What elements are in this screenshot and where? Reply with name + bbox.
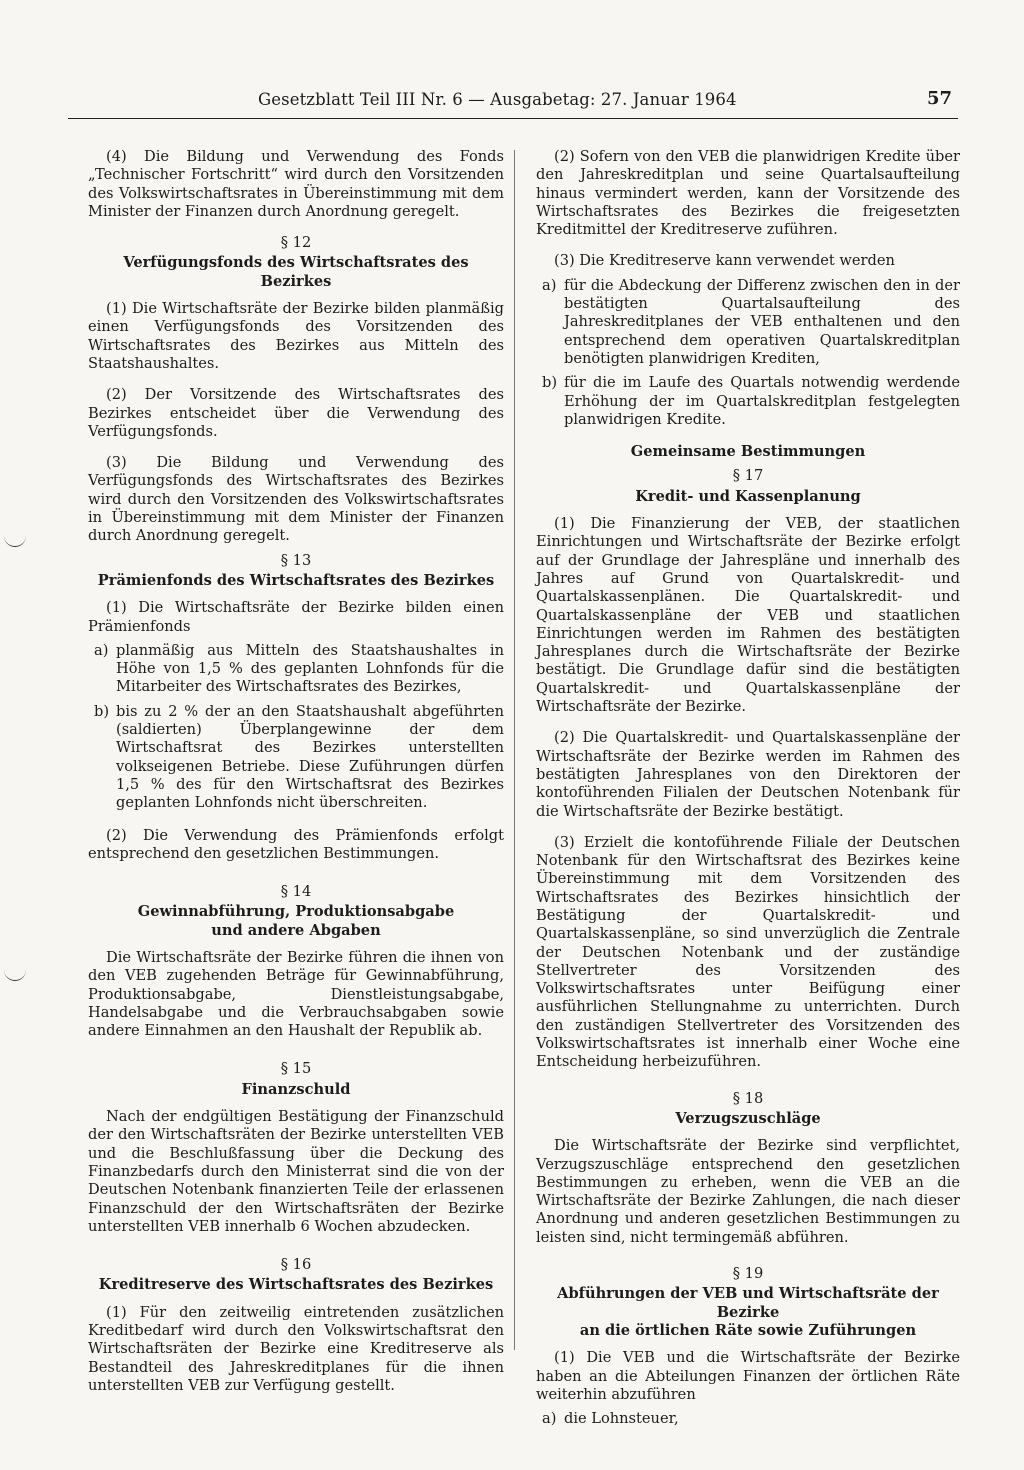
- paragraph: (1) Die Finanzierung der VEB, der staatlichen Einrichtungen und Wirtschaftsräte der Bezirke erfolgt auf der Grundlage der Jahrespläne und innerhalb des Jahres auf Grund von Quartalskredit- und Quartalskassenplänen. Die Quartalskredit- und Quartalskassenpläne der VEB und staatlichen Einrichtungen werden im Rahmen des bestätigten Jahresplanes durch die Wirtschaftsräte der Bezirke bestätigt. Die Grundlage dafür sind die bestätigten Quartalskredit- und Quartalskassenpläne der Wirtschaftsräte der Bezirke.: [536, 515, 960, 716]
- list-item: [536, 277, 960, 368]
- group-heading: Gemeinsame Bestimmungen: [630, 443, 866, 461]
- section-heading: Kredit- und Kassenplanung: [635, 487, 861, 505]
- paragraph: Die Wirtschaftsräte der Bezirke sind verpflichtet, Verzugszuschläge entsprechend den gesetzlichen Bestimmungen zu erheben, wenn die VEB an die Wirtschaftsräte der Bezirke Zahlungen, die nach dieser Anordnung und anderen gesetzlichen Bestimmungen zu leisten sind, nicht termingemäß abführen.: [536, 1137, 960, 1246]
- section-heading: Verzugszuschläge: [675, 1109, 821, 1127]
- section-heading: Finanzschuld: [241, 1080, 351, 1098]
- section-heading: Gewinnabführung, Produktionsabgabe: [137, 903, 455, 921]
- paragraph: (2) Der Vorsitzende des Wirtschaftsrates des Bezirkes entscheidet über die Verwendung des Verfügungsfonds.: [88, 386, 504, 440]
- list-text: für die im Laufe des Quartals notwendig werdende Erhöhung der im Quartalskreditplan festgelegten planwidrigen Kredite.: [564, 374, 960, 428]
- paragraph: (3) Die Kreditreserve kann verwendet werden: [554, 252, 895, 270]
- paragraph: (1) Für den zeitweilig eintretenden zusätzlichen Kreditbedarf wird durch den Volkswirtschaftsrat den Wirtschaftsräten der Bezirke eine Kreditreserve als Bestandteil des Jahreskreditplanes für die ihnen unterstellten VEB zur Verfügung gestellt.: [88, 1303, 504, 1394]
- section-number: § 14: [280, 883, 312, 901]
- paragraph: (1) Die Wirtschaftsräte der Bezirke bilden einen Prämienfonds: [88, 599, 504, 635]
- column-divider: [514, 150, 515, 1350]
- paragraph: (4) Die Bildung und Verwendung des Fonds „Technischer Fortschritt“ wird durch den Vorsitzenden des Volkswirtschaftsrates in Übereinstimmung mit dem Minister der Finanzen durch Anordnung geregelt.: [88, 148, 504, 220]
- list-item: [536, 1410, 960, 1428]
- header-title: Gesetzblatt Teil III Nr. 6 — Ausgabetag: 27. Januar 1964: [258, 90, 737, 109]
- section-number: § 19: [732, 1265, 764, 1283]
- list-label: b): [94, 702, 110, 720]
- section-heading: Verfügungsfonds des Wirtschaftsrates des Bezirkes: [123, 254, 469, 290]
- paragraph: (2) Die Verwendung des Prämienfonds erfolgt entsprechend den gesetzlichen Bestimmungen.: [88, 826, 504, 862]
- list-item: [88, 642, 504, 697]
- left-column: [88, 148, 504, 1408]
- page-number: 57: [926, 88, 952, 109]
- section-number: § 18: [732, 1089, 764, 1107]
- paragraph: (3) Erzielt die kontoführende Filiale der Deutschen Notenbank für den Wirtschaftsrat des Bezirkes keine Übereinstimmung mit dem Vorsitzenden des Wirtschaftsrates des Bezirkes hinsichtlich der Bestätigung der Quartalskredit- und Quartalskassenpläne, so sind unverzüglich die Zentrale der Deutschen Notenbank und der zuständige Stellvertreter des Vorsitzenden des Volkswirtschaftsrates unter Beifügung einer ausführlichen Stellungnahme zu unterrichten. Durch den zuständigen Stellvertreter des Vorsitzenden des Volkswirtschaftsrates ist innerhalb einer Woche eine Entscheidung herbeizuführen.: [536, 833, 960, 1071]
- list-label: b): [542, 374, 558, 392]
- paragraph: (2) Sofern von den VEB die planwidrigen Kredite über den Jahreskreditplan und seine Quartalsaufteilung hinaus vermindert werden, kann der Vorsitzende des Wirtschaftsrates des Bezirkes die freigesetzten Kreditmittel der Kreditreserve zuführen.: [536, 148, 960, 239]
- list-text: planmäßig aus Mitteln des Staatshaushaltes in Höhe von 1,5 % des geplanten Lohnfonds für die Mitarbeiter des Wirtschaftsrates des Bezirkes,: [116, 641, 504, 696]
- list-label: a): [94, 641, 109, 659]
- section-heading: Kreditreserve des Wirtschaftsrates des Bezirkes: [98, 1276, 494, 1294]
- section-number: § 13: [280, 551, 312, 569]
- list-item: [536, 374, 960, 429]
- section-number: § 12: [280, 234, 312, 252]
- paragraph: (2) Die Quartalskredit- und Quartalskassenpläne der Wirtschaftsräte der Bezirke werden im Rahmen des bestätigten Jahresplanes von den Direktoren der kontoführenden Filialen der Deutschen Notenbank für die Wirtschaftsräte der Bezirke bestätigt.: [536, 729, 960, 820]
- section-number: § 16: [280, 1256, 312, 1274]
- list-text: für die Abdeckung der Differenz zwischen den in der bestätigten Quartalsaufteilung des Jahreskreditplanes der VEB enthaltenen und den entsprechend dem operativen Quartalskreditplan benötigten planwidrigen Krediten,: [564, 276, 960, 367]
- paragraph: (3) Die Bildung und Verwendung des Verfügungsfonds des Wirtschaftsrates des Bezirkes wird durch den Vorsitzenden des Volkswirtschaftsrates in Übereinstimmung mit dem Minister der Finanzen durch Anordnung geregelt.: [88, 454, 504, 545]
- section-heading-line2: und andere Abgaben: [211, 921, 381, 939]
- paragraph: (1) Die VEB und die Wirtschaftsräte der Bezirke haben an die Abteilungen Finanzen der örtlichen Räte weiterhin abzuführen: [536, 1349, 960, 1403]
- paragraph: Nach der endgültigen Bestätigung der Finanzschuld der den Wirtschaftsräten der Bezirke unterstellten VEB und die Beschlußfassung über die Deckung des Finanzbedarfs durch den Ministerrat sind die von der Deutschen Notenbank finanzierten Teile der erlassenen Finanzschuld der den Wirtschaftsräten der Bezirke unterstellten VEB innerhalb 6 Wochen abzudecken.: [88, 1108, 504, 1235]
- list-text: die Lohnsteuer,: [564, 1410, 679, 1428]
- list-item: [88, 703, 504, 813]
- paragraph: (1) Die Wirtschaftsräte der Bezirke bilden planmäßig einen Verfügungsfonds des Vorsitzenden des Wirtschaftsrates des Bezirkes aus Mitteln des Staatshaushaltes.: [88, 300, 504, 372]
- list-label: a): [542, 1410, 557, 1428]
- section-heading: Prämienfonds des Wirtschaftsrates des Bezirkes: [97, 571, 495, 589]
- right-column: [536, 148, 960, 1434]
- paragraph: Die Wirtschaftsräte der Bezirke führen die ihnen von den VEB zugehenden Beträge für Gewinnabführung, Produktionsabgabe, Dienstleistungsabgabe, Handelsabgabe und die Verbrauchsabgaben sowie andere Einnahmen an den Haushalt der Republik ab.: [88, 948, 504, 1040]
- section-number: § 17: [732, 467, 764, 485]
- list-text: bis zu 2 % der an den Staatshaushalt abgeführten (saldierten) Überplangewinne der dem Wirtschaftsrat des Bezirkes unterstellten volkseigenen Betriebe. Diese Zuführungen dürfen 1,5 % des für den Wirtschaftsrat des Bezirkes geplanten Lohnfonds nicht überschreiten.: [116, 702, 504, 812]
- section-heading-line2: an die örtlichen Räte sowie Zuführungen: [579, 1321, 917, 1339]
- section-number: § 15: [280, 1060, 312, 1078]
- section-heading: Abführungen der VEB und Wirtschaftsräte der Bezirke: [557, 1285, 939, 1321]
- margin-checkmark: [4, 966, 26, 981]
- page-header: [68, 88, 958, 119]
- margin-checkmark: [4, 532, 26, 547]
- list-label: a): [542, 276, 557, 294]
